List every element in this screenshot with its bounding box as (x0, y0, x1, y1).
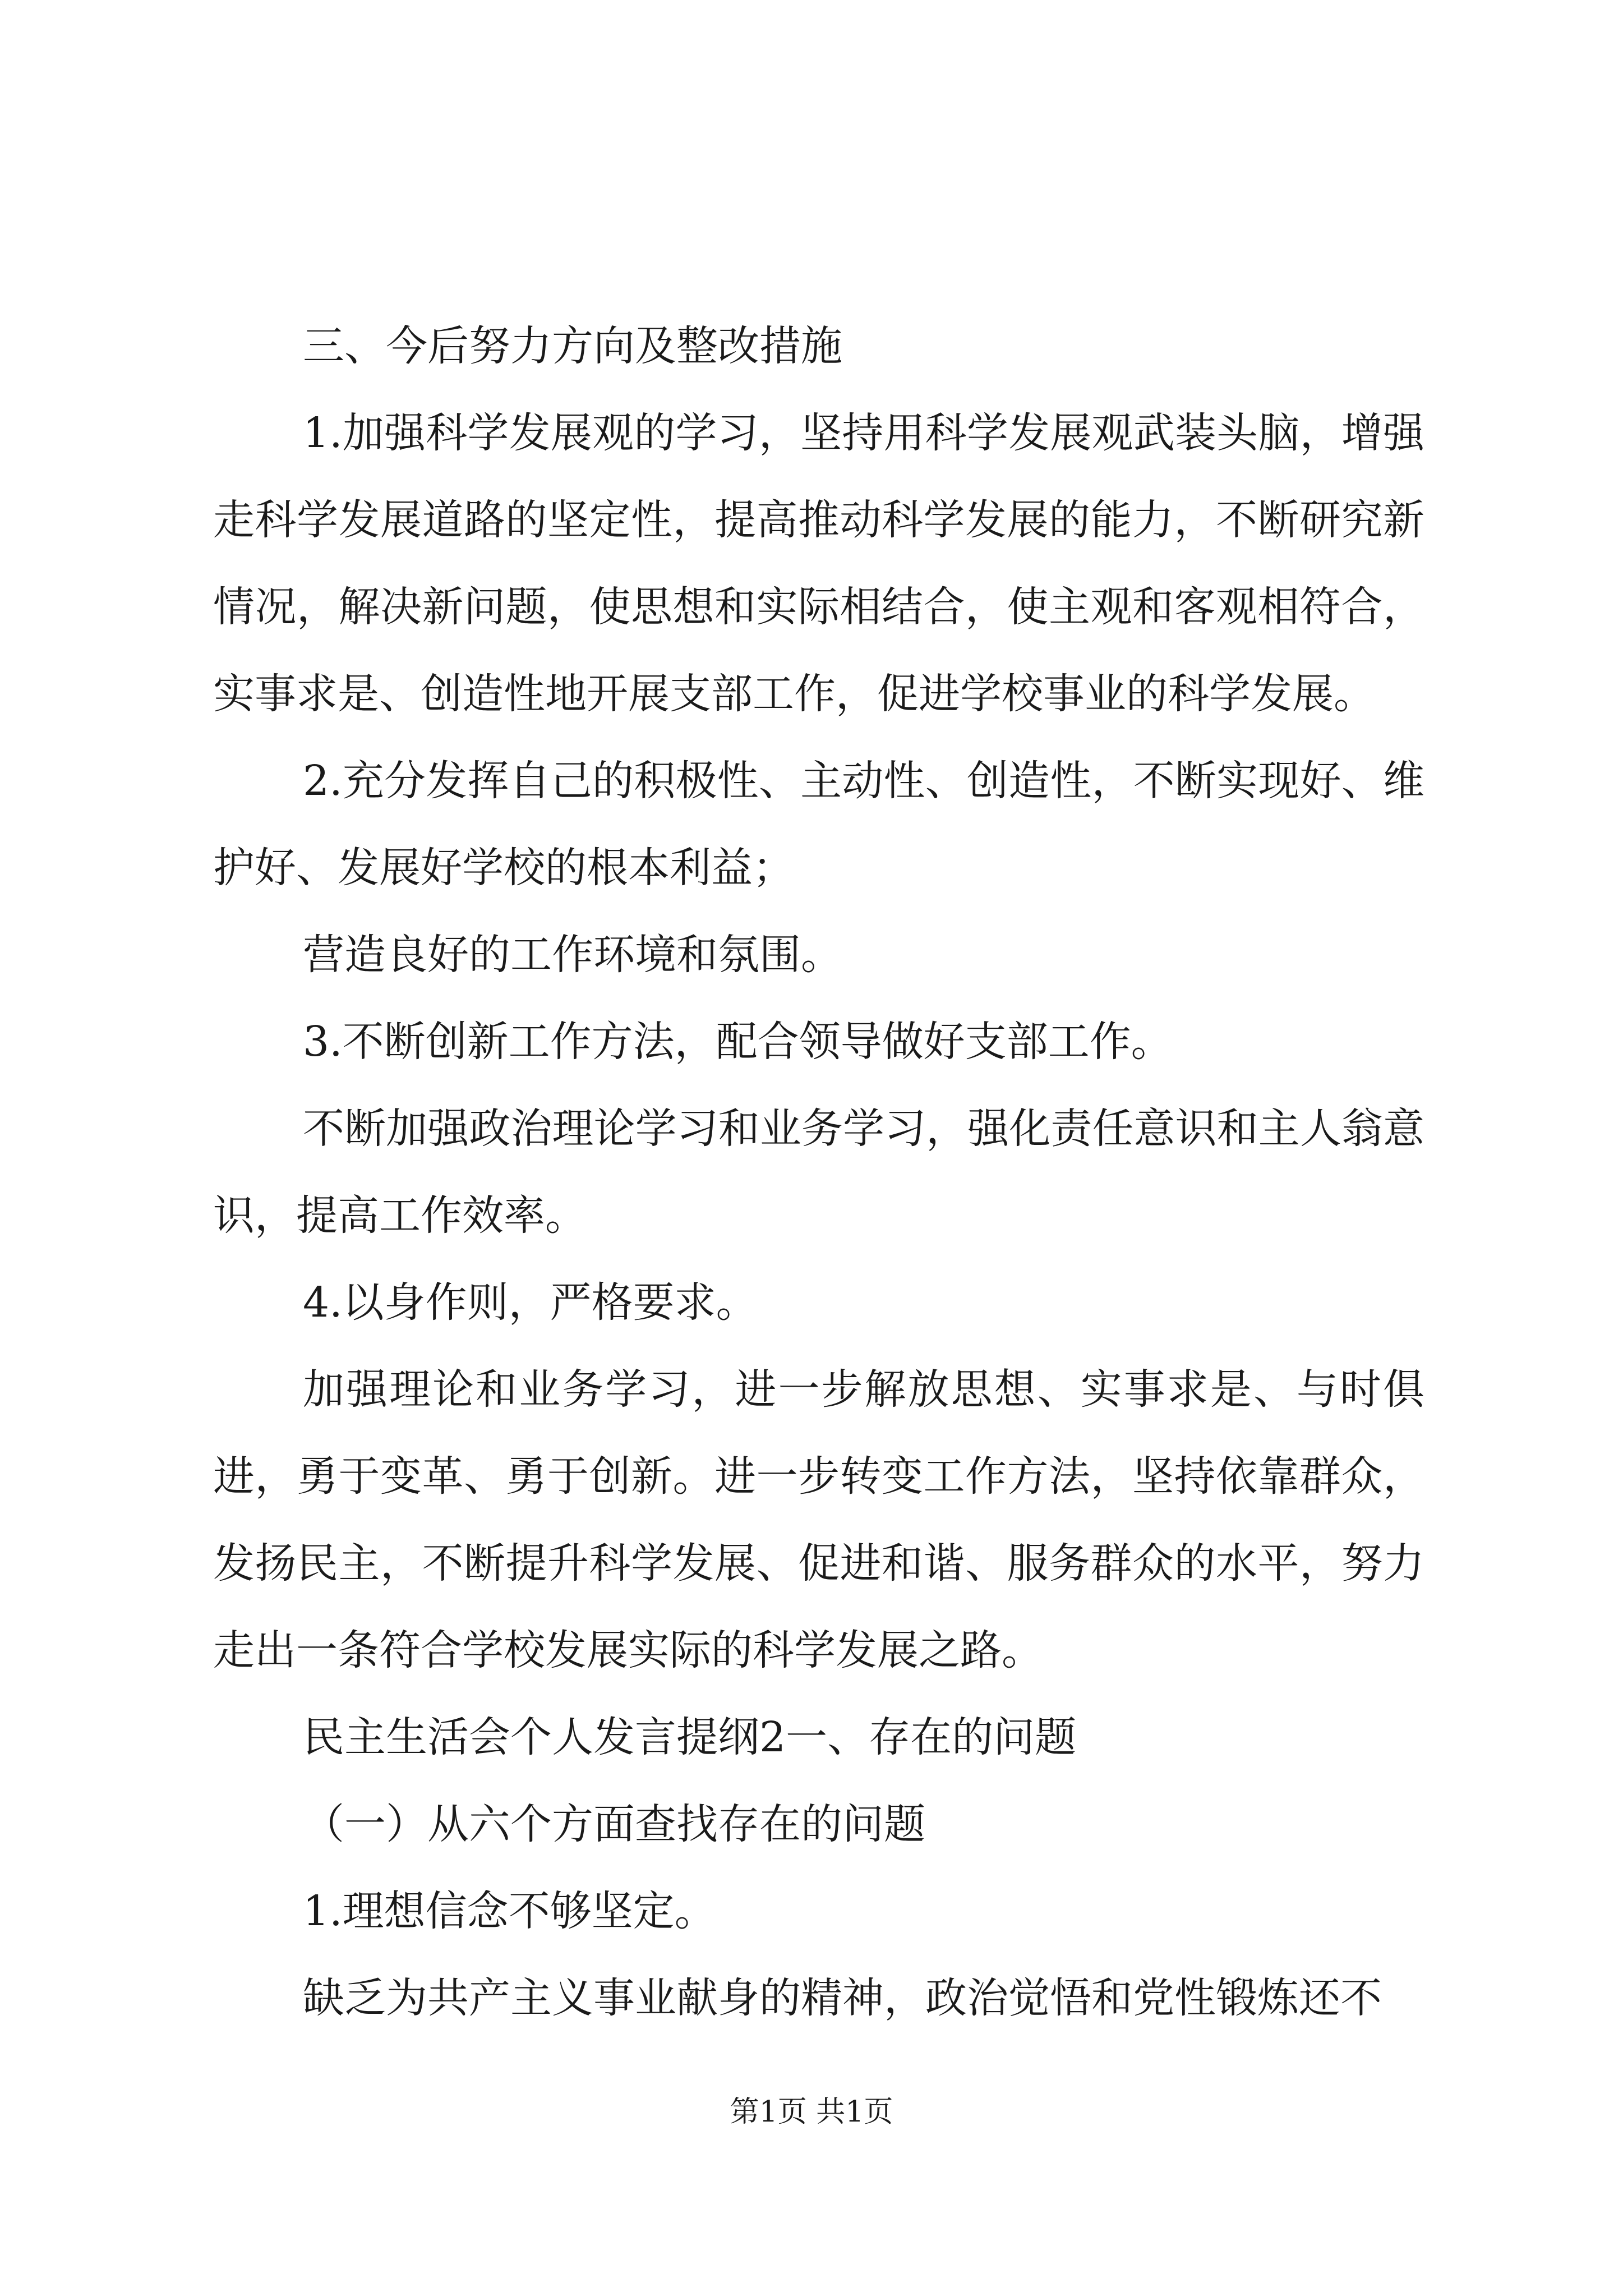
paragraph: 民主生活会个人发言提纲2一、存在的问题 (303, 1713, 1077, 1761)
paragraph: 不断加强政治理论学习和业务学习，强化责任意识和主人翁意识，提高工作效率。 (213, 1105, 1424, 1240)
paragraph: 3.不断创新工作方法，配合领导做好支部工作。 (303, 1018, 1173, 1066)
section-heading: 三、今后努力方向及整改措施 (303, 322, 842, 370)
paragraph: （一）从六个方面查找存在的问题 (303, 1800, 925, 1848)
paragraph: 缺乏为共产主义事业献身的精神，政治觉悟和党性锻炼还不 (303, 1974, 1382, 2022)
paragraph: 2.充分发挥自己的积极性、主动性、创造性，不断实现好、维护好、发展好学校的根本利益； (213, 757, 1424, 892)
paragraph: 1.理想信念不够坚定。 (303, 1887, 716, 1935)
document-body (213, 303, 1424, 2042)
page-footer: 第1页 共1页 (730, 2095, 893, 2129)
paragraph: 4.以身作则，严格要求。 (303, 1278, 758, 1327)
paragraph: 1.加强科学发展观的学习，坚持用科学发展观武装头脑，增强走科学发展道路的坚定性，提高推动科学发展的能力，不断研究新情况，解决新问题，使思想和实际相结合，使主观和客观相符合，实事求是、创造性地开展支部工作，促进学校事业的科学发展。 (213, 409, 1424, 718)
paragraph: 营造良好的工作环境和氛围。 (303, 931, 842, 979)
paragraph: 加强理论和业务学习，进一步解放思想、实事求是、与时俱进，勇于变革、勇于创新。进一步转变工作方法，坚持依靠群众，发扬民主，不断提升科学发展、促进和谐、服务群众的水平，努力走出一条符合学校发展实际的科学发展之路。 (213, 1365, 1424, 1674)
